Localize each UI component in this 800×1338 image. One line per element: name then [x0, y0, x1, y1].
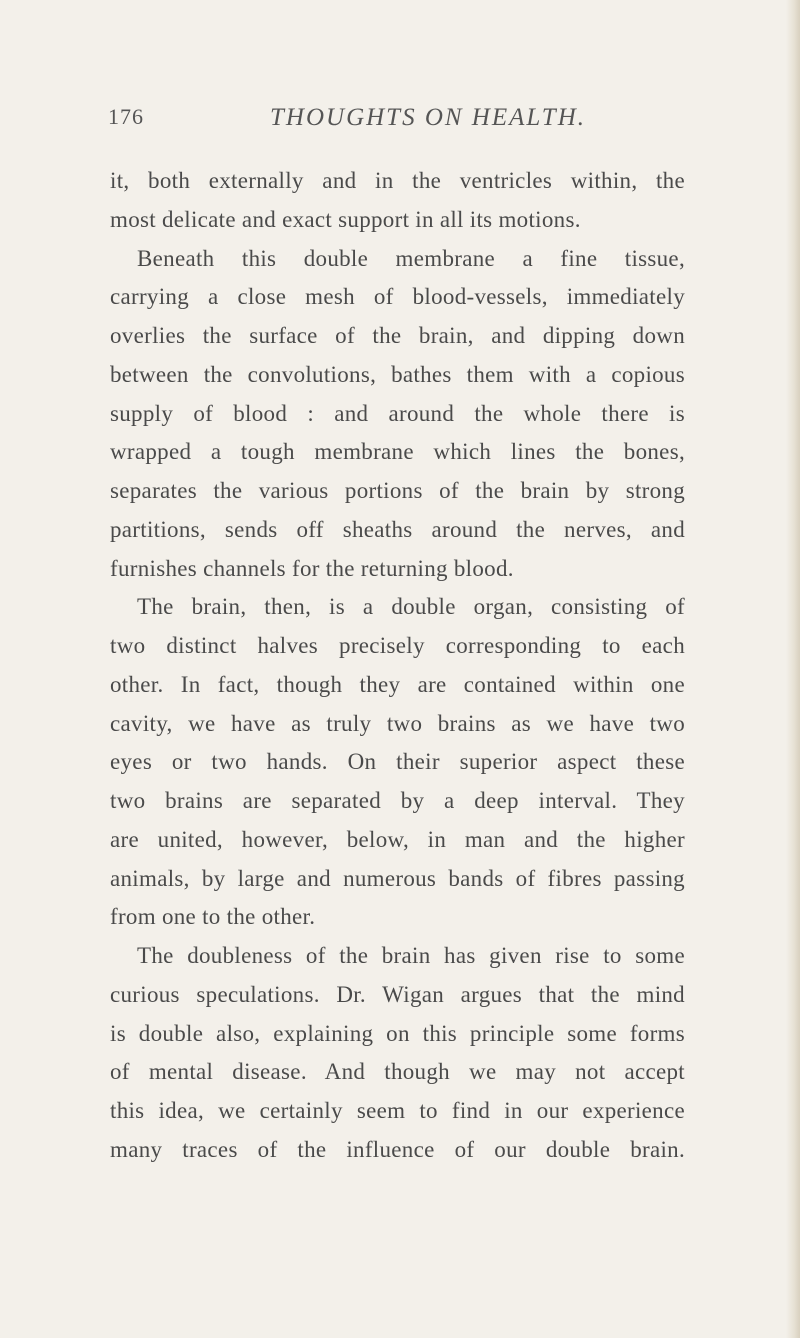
text-line: other. In fact, though they are contained within one	[110, 671, 685, 697]
text-line: two distinct halves precisely corresponding to each	[110, 633, 685, 658]
text-line: furnishes channels for the returning blood.	[110, 555, 514, 581]
text-line: wrapped a tough membrane which lines the bones,	[110, 439, 685, 465]
text-line: two brains are separated by a deep interval. They	[110, 788, 685, 813]
text-line: of mental disease. And though we may not accept	[110, 1059, 685, 1085]
text-line: overlies the surface of the brain, and dipping down	[110, 323, 685, 348]
text-line: eyes or two hands. On their superior aspect these	[110, 749, 685, 775]
text-line: Beneath this double membrane a fine tissue,	[137, 245, 685, 271]
text-line: most delicate and exact support in all its motions.	[110, 206, 581, 232]
text-line: many traces of the influence of our double brain.	[110, 1136, 685, 1162]
page-edge-shadow	[786, 0, 800, 1338]
text-line: The doubleness of the brain has given rise to some	[137, 943, 685, 968]
text-line: partitions, sends off sheaths around the nerves, and	[110, 516, 685, 542]
text-line: animals, by large and numerous bands of fibres passing	[110, 865, 685, 891]
page-number: 176	[108, 104, 144, 129]
running-head: THOUGHTS ON HEALTH.	[270, 104, 587, 131]
text-line: are united, however, below, in man and the higher	[110, 826, 685, 852]
text-line: this idea, we certainly seem to find in our experience	[110, 1098, 685, 1123]
text-line: The brain, then, is a double organ, consisting of	[137, 594, 685, 620]
text-line: from one to the other.	[110, 904, 316, 930]
text-line: cavity, we have as truly two brains as we have two	[110, 710, 685, 736]
body-text	[110, 162, 685, 1170]
text-line: it, both externally and in the ventricles within, the	[110, 168, 685, 193]
text-line: curious speculations. Dr. Wigan argues that the mind	[110, 981, 685, 1007]
text-line: carrying a close mesh of blood-vessels, immediately	[110, 284, 685, 310]
page-header	[108, 104, 708, 140]
text-line: supply of blood : and around the whole there is	[110, 400, 685, 426]
text-line: is double also, explaining on this principle some forms	[110, 1020, 685, 1046]
text-line: separates the various portions of the brain by strong	[110, 478, 685, 503]
text-line: between the convolutions, bathes them with a copious	[110, 361, 685, 387]
